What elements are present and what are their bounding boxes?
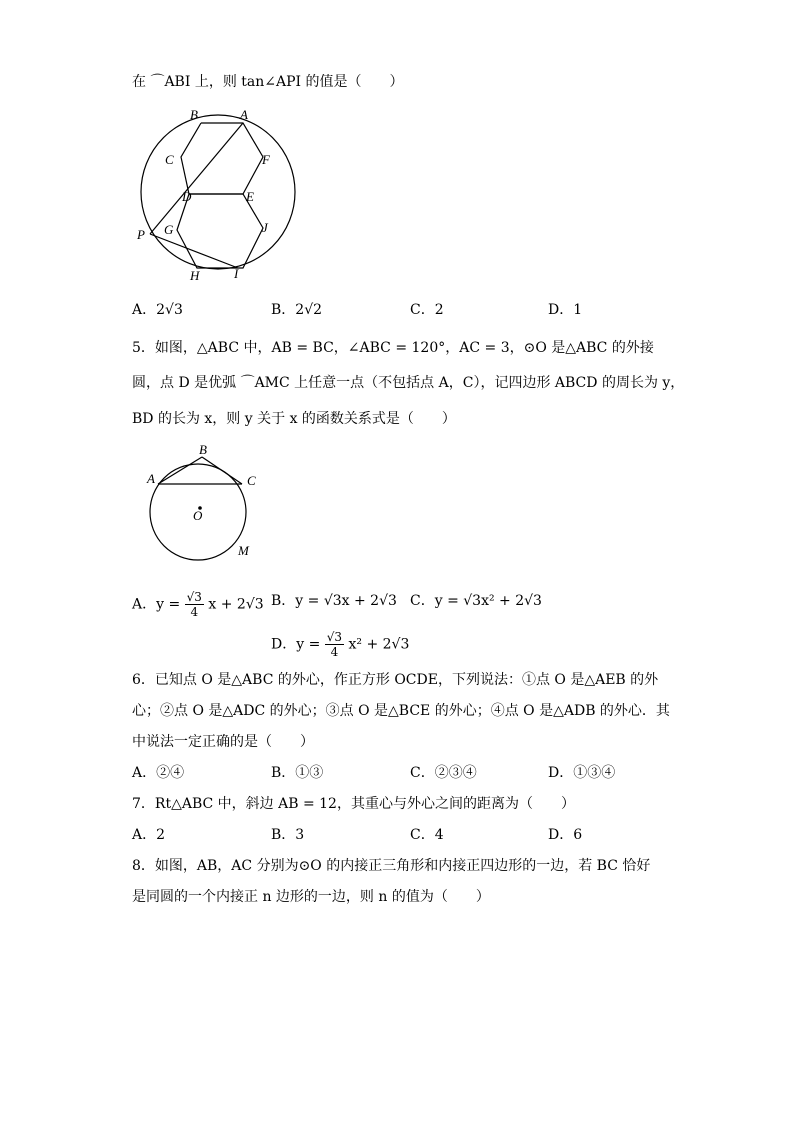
label-A: A — [147, 471, 155, 486]
label-E: E — [246, 189, 254, 204]
q5-option-d: D．y = $\frac{√3}{4}$ x² + 2√3 — [271, 630, 410, 659]
q6-option-d: D．①③④ — [548, 765, 616, 781]
q5-option-c: C．y = √3x² + 2√3 — [410, 593, 542, 609]
q4-option-b: B．2√2 — [271, 302, 323, 318]
label-C: C — [165, 152, 174, 167]
label-M: M — [238, 543, 249, 558]
q8-stem-line1: 8．如图，AB，AC 分别为⊙O 的内接正三角形和内接正四边形的一边，若 BC 恰好 — [132, 858, 651, 874]
q6-option-b: B．①③ — [271, 765, 324, 781]
label-H: H — [190, 268, 200, 283]
label-B: B — [190, 107, 198, 122]
q7-option-b: B．3 — [271, 827, 305, 843]
q5-option-b: B．y = √3x + 2√3 — [271, 593, 397, 609]
q5-stem-line2: 圆，点 D 是优弧 ⌒AMC 上任意一点（不包括点 A，C），记四边形 ABCD 的周长为 y， — [132, 375, 685, 391]
q6-stem-line1: 6．已知点 O 是△ABC 的外心，作正方形 OCDE，下列说法：①点 O 是△AEB 的外 — [132, 672, 659, 688]
q5-option-a: A．y = $\frac{√3}{4}$ x + 2√3 — [132, 590, 264, 619]
q5-stem-line3: BD 的长为 x，则 y 关于 x 的函数关系式是（ ） — [132, 411, 456, 427]
q7-option-a: A．2 — [132, 827, 166, 843]
q6-option-a: A．②④ — [132, 765, 185, 781]
q4-option-d: D．1 — [548, 302, 583, 318]
label-P: P — [137, 227, 145, 242]
label-F: F — [262, 152, 270, 167]
q7-option-d: D．6 — [548, 827, 583, 843]
q4-circle — [141, 115, 295, 269]
q5-stem-line1: 5．如图，△ABC 中，AB = BC，∠ABC = 120°，AC = 3，⊙O 是△ABC 的外接 — [132, 340, 654, 356]
q6-option-c: C．②③④ — [410, 765, 477, 781]
label-D: D — [182, 189, 192, 204]
label-A: A — [240, 107, 248, 122]
q8-stem-line2: 是同圆的一个内接正 n 边形的一边，则 n 的值为（ ） — [132, 889, 490, 905]
q5-figure — [140, 442, 270, 562]
label-O: O — [193, 508, 203, 523]
q4-figure — [130, 106, 310, 286]
q7-option-c: C．4 — [410, 827, 444, 843]
label-G: G — [164, 222, 174, 237]
label-I: I — [234, 266, 239, 281]
label-J: J — [262, 220, 268, 235]
q4-stem: 在 ⌒ABI 上，则 tan∠API 的值是（ ） — [132, 74, 404, 90]
label-B: B — [199, 442, 207, 457]
q4-option-c: C．2 — [410, 302, 444, 318]
q6-stem-line2: 心；②点 O 是△ADC 的外心；③点 O 是△BCE 的外心；④点 O 是△ADB 的外心．其 — [132, 703, 670, 719]
q4-option-a: A．2√3 — [132, 302, 183, 318]
label-C: C — [247, 473, 256, 488]
q6-stem-line3: 中说法一定正确的是（ ） — [132, 734, 314, 750]
q7-stem: 7．Rt△ABC 中，斜边 AB = 12，其重心与外心之间的距离为（ ） — [132, 796, 575, 812]
